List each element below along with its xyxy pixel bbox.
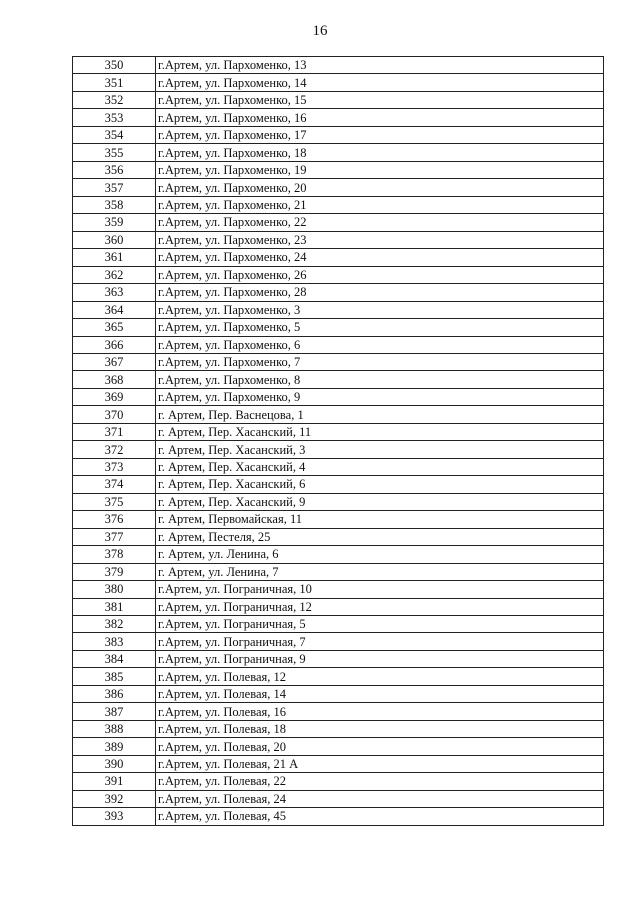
table-row [73,231,604,248]
table-row [73,214,604,231]
row-number: 384 [73,650,156,667]
table-row [73,144,604,161]
table-row [73,563,604,580]
table-row [73,406,604,423]
row-address: г. Артем, Первомайская, 11 [156,511,604,528]
row-number: 363 [73,284,156,301]
row-address: г.Артем, ул. Пархоменко, 28 [156,284,604,301]
row-address: г.Артем, ул. Пограничная, 7 [156,633,604,650]
table-row [73,511,604,528]
row-address: г.Артем, ул. Пограничная, 12 [156,598,604,615]
row-number: 375 [73,493,156,510]
table-row [73,581,604,598]
page-number: 16 [312,23,328,39]
row-number: 376 [73,511,156,528]
row-address: г. Артем, Пер. Хасанский, 11 [156,423,604,440]
row-number: 354 [73,126,156,143]
row-address: г.Артем, ул. Пархоменко, 8 [156,371,604,388]
table-row [73,109,604,126]
row-number: 350 [73,57,156,74]
address-table-body [73,57,604,826]
row-number: 365 [73,319,156,336]
row-number: 352 [73,91,156,108]
row-address: г.Артем, ул. Пархоменко, 14 [156,74,604,91]
row-number: 393 [73,808,156,825]
row-number: 378 [73,546,156,563]
row-number: 360 [73,231,156,248]
row-number: 362 [73,266,156,283]
table-row [73,738,604,755]
row-number: 373 [73,458,156,475]
row-address: г.Артем, ул. Полевая, 22 [156,773,604,790]
table-row [73,57,604,74]
table-row [73,755,604,772]
row-address: г. Артем, ул. Ленина, 7 [156,563,604,580]
row-number: 358 [73,196,156,213]
row-address: г.Артем, ул. Полевая, 21 А [156,755,604,772]
row-address: г.Артем, ул. Пограничная, 9 [156,650,604,667]
row-number: 356 [73,161,156,178]
row-number: 387 [73,703,156,720]
row-number: 381 [73,598,156,615]
row-address: г.Артем, ул. Пархоменко, 19 [156,161,604,178]
table-row [73,126,604,143]
table-row [73,319,604,336]
row-number: 372 [73,441,156,458]
row-number: 367 [73,353,156,370]
table-row [73,668,604,685]
row-number: 357 [73,179,156,196]
row-address: г.Артем, ул. Пархоменко, 6 [156,336,604,353]
row-address: г.Артем, ул. Пархоменко, 3 [156,301,604,318]
row-address: г.Артем, ул. Пархоменко, 5 [156,319,604,336]
row-number: 386 [73,685,156,702]
table-row [73,598,604,615]
row-address: г.Артем, ул. Пархоменко, 24 [156,249,604,266]
row-address: г.Артем, ул. Пархоменко, 26 [156,266,604,283]
table-row [73,616,604,633]
row-number: 371 [73,423,156,440]
row-number: 353 [73,109,156,126]
row-address: г.Артем, ул. Пограничная, 5 [156,616,604,633]
row-number: 379 [73,563,156,580]
table-row [73,423,604,440]
table-row [73,493,604,510]
row-number: 382 [73,616,156,633]
row-address: г.Артем, ул. Пархоменко, 20 [156,179,604,196]
row-address: г.Артем, ул. Пархоменко, 15 [156,91,604,108]
row-address: г.Артем, ул. Полевая, 20 [156,738,604,755]
row-address: г.Артем, ул. Пархоменко, 13 [156,57,604,74]
table-row [73,74,604,91]
row-address: г.Артем, ул. Полевая, 24 [156,790,604,807]
table-row [73,301,604,318]
table-row [73,161,604,178]
table-row [73,284,604,301]
row-address: г.Артем, ул. Пархоменко, 9 [156,388,604,405]
table-row [73,720,604,737]
row-address: г. Артем, Пер. Хасанский, 3 [156,441,604,458]
row-address: г.Артем, ул. Полевая, 18 [156,720,604,737]
row-number: 377 [73,528,156,545]
table-row [73,773,604,790]
row-number: 366 [73,336,156,353]
row-number: 351 [73,74,156,91]
row-address: г.Артем, ул. Полевая, 12 [156,668,604,685]
row-number: 369 [73,388,156,405]
row-number: 380 [73,581,156,598]
row-number: 364 [73,301,156,318]
table-row [73,808,604,825]
row-number: 383 [73,633,156,650]
table-row [73,790,604,807]
row-number: 359 [73,214,156,231]
address-table [72,56,604,826]
table-row [73,685,604,702]
table-row [73,336,604,353]
row-address: г.Артем, ул. Пархоменко, 23 [156,231,604,248]
row-address: г.Артем, ул. Пархоменко, 18 [156,144,604,161]
row-number: 355 [73,144,156,161]
table-row [73,196,604,213]
table-row [73,476,604,493]
table-row [73,458,604,475]
table-row [73,650,604,667]
table-row [73,546,604,563]
row-number: 370 [73,406,156,423]
row-number: 385 [73,668,156,685]
table-row [73,179,604,196]
row-number: 361 [73,249,156,266]
table-row [73,388,604,405]
table-row [73,266,604,283]
row-address: г.Артем, ул. Пархоменко, 22 [156,214,604,231]
table-row [73,441,604,458]
table-row [73,703,604,720]
table-row [73,633,604,650]
row-address: г. Артем, Пер. Хасанский, 6 [156,476,604,493]
table-row [73,353,604,370]
row-number: 391 [73,773,156,790]
table-row [73,371,604,388]
row-address: г.Артем, ул. Полевая, 16 [156,703,604,720]
row-address: г.Артем, ул. Полевая, 45 [156,808,604,825]
row-number: 388 [73,720,156,737]
row-number: 374 [73,476,156,493]
row-address: г.Артем, ул. Пархоменко, 21 [156,196,604,213]
row-address: г. Артем, ул. Ленина, 6 [156,546,604,563]
row-address: г. Артем, Пер. Хасанский, 9 [156,493,604,510]
row-number: 389 [73,738,156,755]
table-row [73,91,604,108]
row-address: г.Артем, ул. Пограничная, 10 [156,581,604,598]
row-address: г. Артем, Пер. Васнецова, 1 [156,406,604,423]
table-row [73,249,604,266]
table-row [73,528,604,545]
row-address: г.Артем, ул. Пархоменко, 17 [156,126,604,143]
row-address: г.Артем, ул. Полевая, 14 [156,685,604,702]
row-address: г. Артем, Пер. Хасанский, 4 [156,458,604,475]
row-address: г.Артем, ул. Пархоменко, 7 [156,353,604,370]
row-address: г. Артем, Пестеля, 25 [156,528,604,545]
row-number: 392 [73,790,156,807]
row-address: г.Артем, ул. Пархоменко, 16 [156,109,604,126]
row-number: 390 [73,755,156,772]
row-number: 368 [73,371,156,388]
